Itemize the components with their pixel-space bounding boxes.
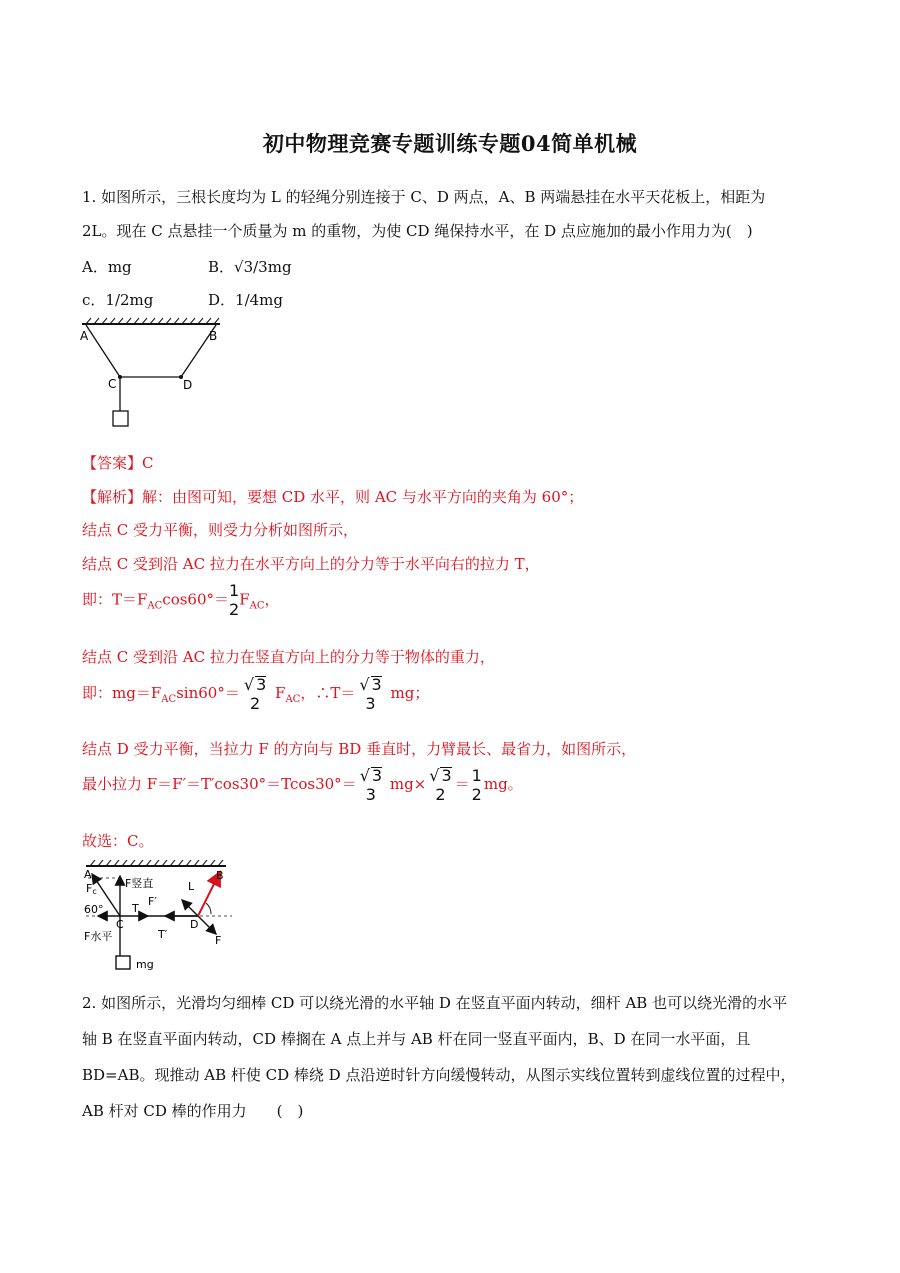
label-mg: mg — [136, 958, 154, 971]
l6-end: mg； — [385, 684, 430, 702]
frac-num: √ 3 — [359, 675, 382, 694]
arrow-f — [198, 916, 216, 934]
ceiling-hatch — [82, 318, 220, 324]
label-60: 60° — [84, 903, 104, 916]
ceiling-hatch — [86, 860, 226, 866]
l6-mid: sin60°＝ — [176, 684, 240, 702]
q1-line-2: 2L。现在 C 点悬挂一个质量为 m 的重物，为使 CD 绳保持水平，在 D 点应施加的最小作用力为( ) — [82, 222, 753, 240]
frac-den: 3 — [365, 694, 376, 713]
q1-option-b: B．√3/3mg — [208, 258, 292, 276]
sqrt-arg: 3 — [371, 675, 382, 694]
arrow-f-prime — [182, 900, 198, 916]
label-a: A — [84, 868, 92, 881]
analysis-line-9: 故选：C。 — [82, 832, 154, 850]
analysis-line-6 — [82, 676, 429, 712]
l6-mid2: F — [270, 684, 286, 702]
q1-option-c: c．1/2mg — [82, 291, 154, 309]
rope-ac — [86, 325, 120, 377]
analysis-line-5: 结点 C 受到沿 AC 拉力在竖直方向上的分力等于物体的重力， — [82, 648, 495, 666]
page-title: 初中物理竞赛专题训练专题04简单机械 — [262, 131, 638, 156]
label-d: D — [190, 918, 199, 931]
label-fc-main: F — [86, 882, 93, 895]
frac-den: 3 — [365, 785, 376, 804]
l4-end: ， — [264, 590, 280, 609]
fraction-sqrt3-over-3 — [360, 767, 382, 803]
point-c — [118, 375, 122, 379]
frac-num: √ 3 — [359, 766, 383, 785]
frac-den: 2 — [435, 785, 446, 804]
label-b: B — [209, 329, 218, 343]
fraction-one-half — [471, 765, 482, 804]
l6-sub2: AC — [285, 694, 301, 705]
fraction-one-half — [229, 583, 239, 618]
analysis-line-4 — [82, 583, 280, 618]
label-a: A — [80, 329, 89, 343]
frac-den: 2 — [249, 694, 261, 713]
q2-line-3: BD=AB。现推动 AB 杆使 CD 棒绕 D 点沿逆时针方向缓慢转动，从图示实线位置转到虚线位置的过程中， — [82, 1066, 796, 1084]
l6-pre: 即：mg＝F — [82, 684, 162, 702]
label-f: F — [215, 934, 222, 947]
sqrt-arg: 3 — [256, 675, 267, 694]
analysis-line-8 — [82, 767, 523, 803]
frac-den: 2 — [229, 600, 240, 619]
q1-option-d: D．1/4mg — [208, 291, 283, 309]
l4-sub2: AC — [249, 600, 265, 612]
frac-den: 2 — [471, 784, 482, 804]
l6-sub: AC — [161, 694, 177, 705]
label-d: D — [183, 378, 193, 392]
weight-box — [113, 411, 128, 426]
l8-pre: 最小拉力 F＝F′＝T′cos30°＝Tcos30°＝ — [82, 775, 357, 793]
analysis-tag: 【解析】 — [82, 488, 143, 506]
l4-pre: 即：T＝F — [82, 590, 148, 609]
label-t: T — [132, 902, 139, 915]
frac-num: 1 — [471, 765, 482, 785]
l4-sub: AC — [147, 600, 163, 612]
label-f-horizontal: F水平 — [84, 930, 113, 943]
label-f-vertical: F竖直 — [125, 877, 154, 890]
analysis-line-2: 结点 C 受力平衡，则受力分析如图所示， — [82, 521, 359, 539]
analysis-line-7: 结点 D 受力平衡，当拉力 F 的方向与 BD 垂直时，力臂最长、最省力，如图所示， — [82, 740, 637, 758]
answer-line — [82, 452, 154, 473]
label-f-prime: F′ — [148, 895, 157, 908]
analysis-line-3: 结点 C 受到沿 AC 拉力在水平方向上的分力等于水平向右的拉力 T， — [82, 555, 540, 573]
sqrt-arg: 3 — [371, 766, 383, 785]
q2-line-4: AB 杆对 CD 棒的作用力 ( ) — [82, 1102, 304, 1120]
label-fc-sub: c — [92, 887, 97, 896]
q2-line-1: 2. 如图所示，光滑均匀细棒 CD 可以绕光滑的水平轴 D 在竖直平面内转动，细杆 AB 也可以绕光滑的水平 — [82, 994, 788, 1012]
label-t-prime: T′ — [158, 928, 168, 941]
l4-mid: cos60°＝ — [162, 590, 230, 609]
fraction-sqrt3-over-2 — [244, 676, 266, 712]
frac-num: √ 3 — [243, 675, 267, 694]
force-analysis-figure — [80, 856, 235, 974]
label-l: L — [188, 880, 195, 893]
q1-figure — [78, 316, 228, 438]
label-c: C — [108, 377, 117, 391]
frac-num: 1 — [229, 581, 240, 600]
fraction-sqrt3-over-2 — [429, 767, 451, 803]
q1-line-1: 1. 如图所示，三根长度均为 L 的轻绳分别连接于 C、D 两点，A、B 两端悬挂在水平天花板上，相距为 — [82, 188, 766, 206]
analysis-text-1: 解：由图可知，要想 CD 水平，则 AC 与水平方向的夹角为 60°； — [142, 488, 584, 506]
label-c: C — [116, 918, 124, 931]
l6-mid3: ，∴T＝ — [300, 684, 356, 702]
frac-num: √ 3 — [429, 766, 452, 785]
analysis-line-1 — [82, 486, 583, 507]
l8-mid: mg× — [385, 775, 427, 793]
angle-arc — [206, 903, 211, 914]
sqrt-arg: 3 — [441, 766, 452, 785]
weight-box — [116, 956, 130, 969]
label-fc — [86, 882, 97, 896]
l4-post: F — [239, 590, 250, 609]
answer-tag: 【答案】 — [82, 454, 143, 472]
fraction-sqrt3-over-3 — [359, 676, 381, 712]
q2-line-2: 轴 B 在竖直平面内转动，CD 棒搁在 A 点上并与 AB 杆在同一竖直平面内，B、D 在同一水平面，且 — [82, 1030, 751, 1048]
q1-option-a: A．mg — [82, 258, 132, 276]
l8-end: mg。 — [483, 775, 523, 793]
label-b: B — [216, 869, 224, 882]
answer-value: C — [142, 454, 154, 472]
l8-mid2: ＝ — [454, 775, 470, 793]
